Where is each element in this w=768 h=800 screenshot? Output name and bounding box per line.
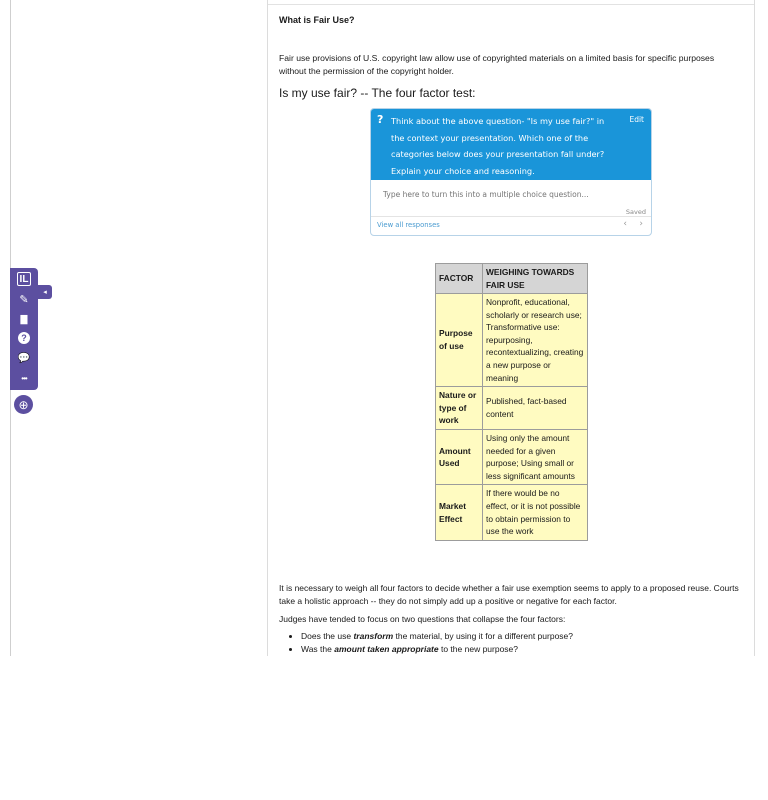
table-header-factor: FACTOR [436, 264, 483, 294]
question-prompt: Think about the above question- "Is my use fair?" in the context your presentation. Which one of the categories below does your presentation fall under? Explain your choice and reasoning. [391, 116, 605, 176]
list-item-text: to the new purpose? [438, 643, 519, 654]
question-header [371, 109, 651, 180]
question-widget [370, 108, 652, 236]
table-row [436, 485, 588, 540]
judges-paragraph: Judges have tended to focus on two questions that collapse the four factors: [279, 614, 566, 624]
weighing-cell: Published, fact-based content [483, 387, 588, 430]
edit-button[interactable]: Edit [629, 115, 644, 124]
chevron-right-icon[interactable]: › [639, 219, 643, 229]
list-item-emphasis: transform [353, 631, 394, 641]
comment-icon[interactable]: 💬 [17, 352, 31, 364]
list-item-text: Does the use [301, 631, 354, 641]
note-icon[interactable]: ▇ [20, 313, 28, 324]
annotation-toolbar [10, 268, 38, 390]
content-panel [267, 0, 755, 656]
list-item-text: the material, by using it for a different purpose? [393, 631, 574, 641]
pencil-icon[interactable]: ✎ [19, 293, 29, 306]
factor-cell: Market Effect [436, 485, 483, 540]
factor-cell: Amount Used [436, 429, 483, 484]
factor-table [435, 263, 588, 541]
table-row [436, 429, 588, 484]
question-mark-icon: ? [377, 113, 384, 126]
factor-questions-list [290, 630, 573, 655]
question-footer [371, 216, 651, 235]
intro-paragraph: Fair use provisions of U.S. copyright law allow use of copyrighted materials on a limited basis for specific purposes without the permission of the copyright holder. [279, 53, 715, 76]
weighing-cell: Using only the amount needed for a given purpose; Using small or less significant amounts [483, 429, 588, 484]
list-item-emphasis: amount taken appropriate [334, 643, 439, 654]
list-item-text: Was the [301, 643, 335, 654]
table-header-row [436, 264, 588, 294]
page-heading: What is Fair Use? [279, 15, 355, 25]
list-item [301, 643, 573, 656]
saved-status: Saved [625, 208, 646, 216]
table-header-weighing: WEIGHING TOWARDS FAIR USE [483, 264, 588, 294]
more-icon[interactable]: ••• [21, 373, 27, 383]
add-annotation-icon[interactable]: ⊕ [14, 395, 33, 414]
help-icon[interactable]: ? [18, 332, 30, 344]
factor-cell: Nature or type of work [436, 387, 483, 430]
logo-icon[interactable]: IL [17, 272, 31, 286]
weigh-paragraph: It is necessary to weigh all four factors to decide whether a fair use exemption seems to apply to a proposed reuse. Courts take a holistic approach -- they do not simply add up a positive or negative for each factor. [279, 583, 739, 606]
table-row [436, 387, 588, 430]
list-item [301, 630, 573, 643]
weighing-cell: If there would be no effect, or it is not possible to obtain permission to use the work [483, 485, 588, 540]
four-factor-heading: Is my use fair? -- The four factor test: [279, 86, 476, 100]
response-input[interactable] [371, 180, 651, 208]
factor-cell: Purpose of use [436, 294, 483, 387]
top-divider [268, 4, 754, 5]
chevron-left-icon[interactable]: ‹ [623, 219, 627, 229]
view-all-responses-link[interactable]: View all responses [377, 221, 440, 229]
weighing-cell: Nonprofit, educational, scholarly or research use; Transformative use: repurposing, recontextualizing, creating a new purpose or meaning [483, 294, 588, 387]
table-row [436, 294, 588, 387]
collapse-toolbar-icon[interactable]: ◂ [38, 285, 52, 299]
